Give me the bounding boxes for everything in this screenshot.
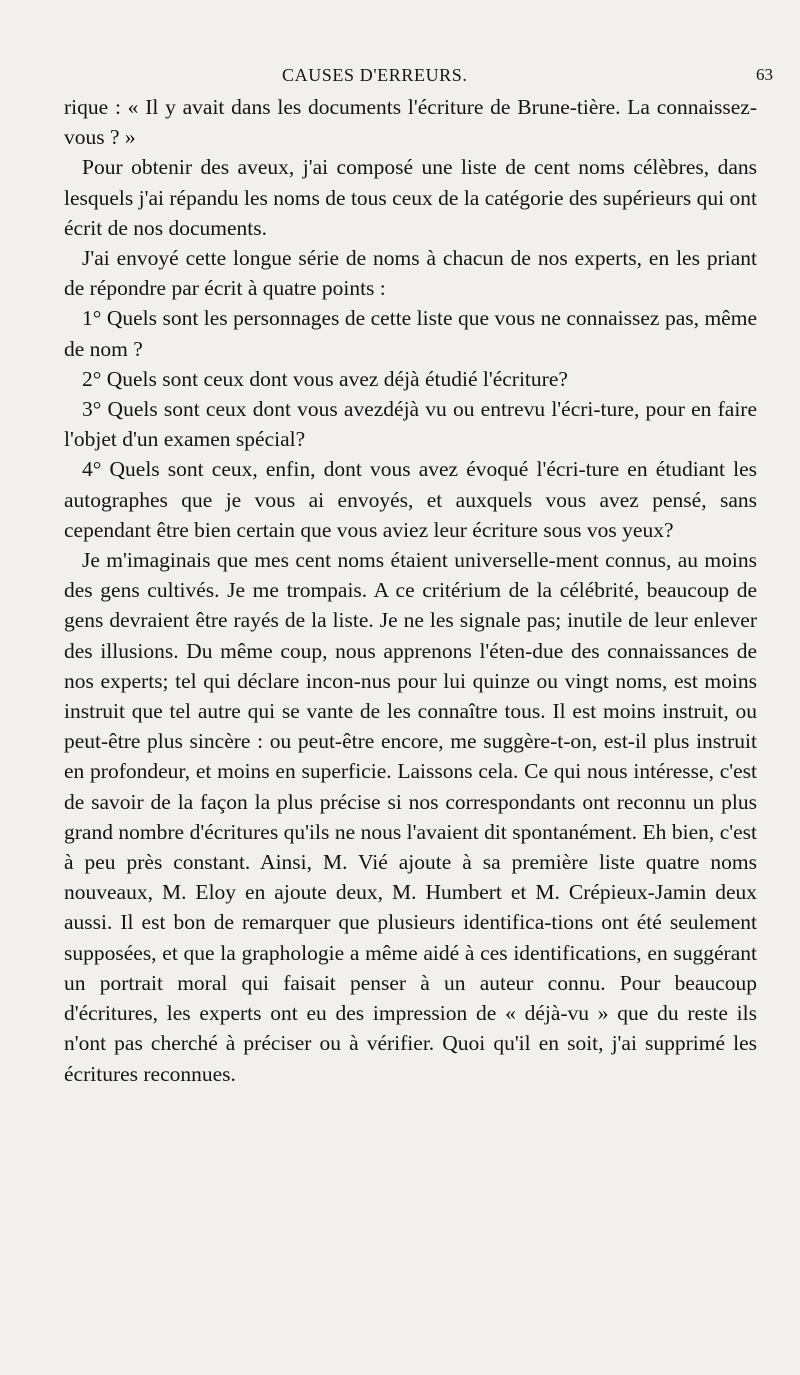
list-item-2: 2° Quels sont ceux dont vous avez déjà étudié l'écriture? [82, 366, 568, 391]
paragraph: Pour obtenir des aveux, j'ai composé une liste de cent noms célèbres, dans lesquels j'ai répandu les noms de tous ceux de la catégorie des supérieurs qui ont écrit de nos documents. [64, 155, 757, 240]
paragraph-continuation: rique : « Il y avait dans les documents l'écriture de Brune-tière. La connaissez-vous ? » [64, 95, 757, 150]
list-item-3: 3° Quels sont ceux dont vous avezdéjà vu ou entrevu l'écri-ture, pour en faire l'objet d'un examen spécial? [64, 397, 757, 452]
body-text [64, 92, 757, 1089]
list-item-1: 1° Quels sont les personnages de cette liste que vous ne connaissez pas, même de nom ? [64, 306, 757, 361]
paragraph: Je m'imaginais que mes cent noms étaient universelle-ment connus, au moins des gens cultivés. Je me trompais. A ce critérium de la célébrité, beaucoup de gens devraient être rayés de la liste. Je ne les signale pas; inutile de leur enlever des illusions. Du même coup, nous apprenons l'éten-due des connaissances de nos experts; tel qui déclare incon-nus pour lui quinze ou vingt noms, est moins instruit que tel autre qui se vante de les connaître tous. Il est moins instruit, ou peut-être plus sincère : ou peut-être encore, me suggère-t-on, est-il plus instruit en profondeur, et moins en superficie. Laissons cela. Ce qui nous intéresse, c'est de savoir de la façon la plus précise si nos correspondants ont reconnu un plus grand nombre d'écritures qu'ils ne nous l'avaient dit spontanément. Eh bien, c'est à peu près constant. Ainsi, M. Vié ajoute à sa première liste quatre noms nouveaux, M. Eloy en ajoute deux, M. Humbert et M. Crépieux-Jamin deux aussi. Il est bon de remarquer que plusieurs identifica-tions ont été seulement supposées, et que la graphologie a même aidé à ces identifications, en suggérant un portrait moral qui faisait penser à un auteur connu. Pour beaucoup d'écritures, les experts ont eu des impression de « déjà-vu » que du reste ils n'ont pas cherché à préciser ou à vérifier. Quoi qu'il en soit, j'ai supprimé les écritures reconnues. [64, 548, 757, 1086]
paragraph: J'ai envoyé cette longue série de noms à chacun de nos experts, en les priant de répondre par écrit à quatre points : [64, 246, 757, 301]
running-title: CAUSES D'ERREURS. [282, 65, 468, 85]
page-number: 63 [756, 65, 773, 84]
list-item-4: 4° Quels sont ceux, enfin, dont vous avez évoqué l'écri-ture en étudiant les autographes que je vous ai envoyés, et auxquels vous avez pensé, sans cependant être bien certain que vous aviez leur écriture sous vos yeux? [64, 457, 757, 542]
running-head [0, 62, 800, 88]
